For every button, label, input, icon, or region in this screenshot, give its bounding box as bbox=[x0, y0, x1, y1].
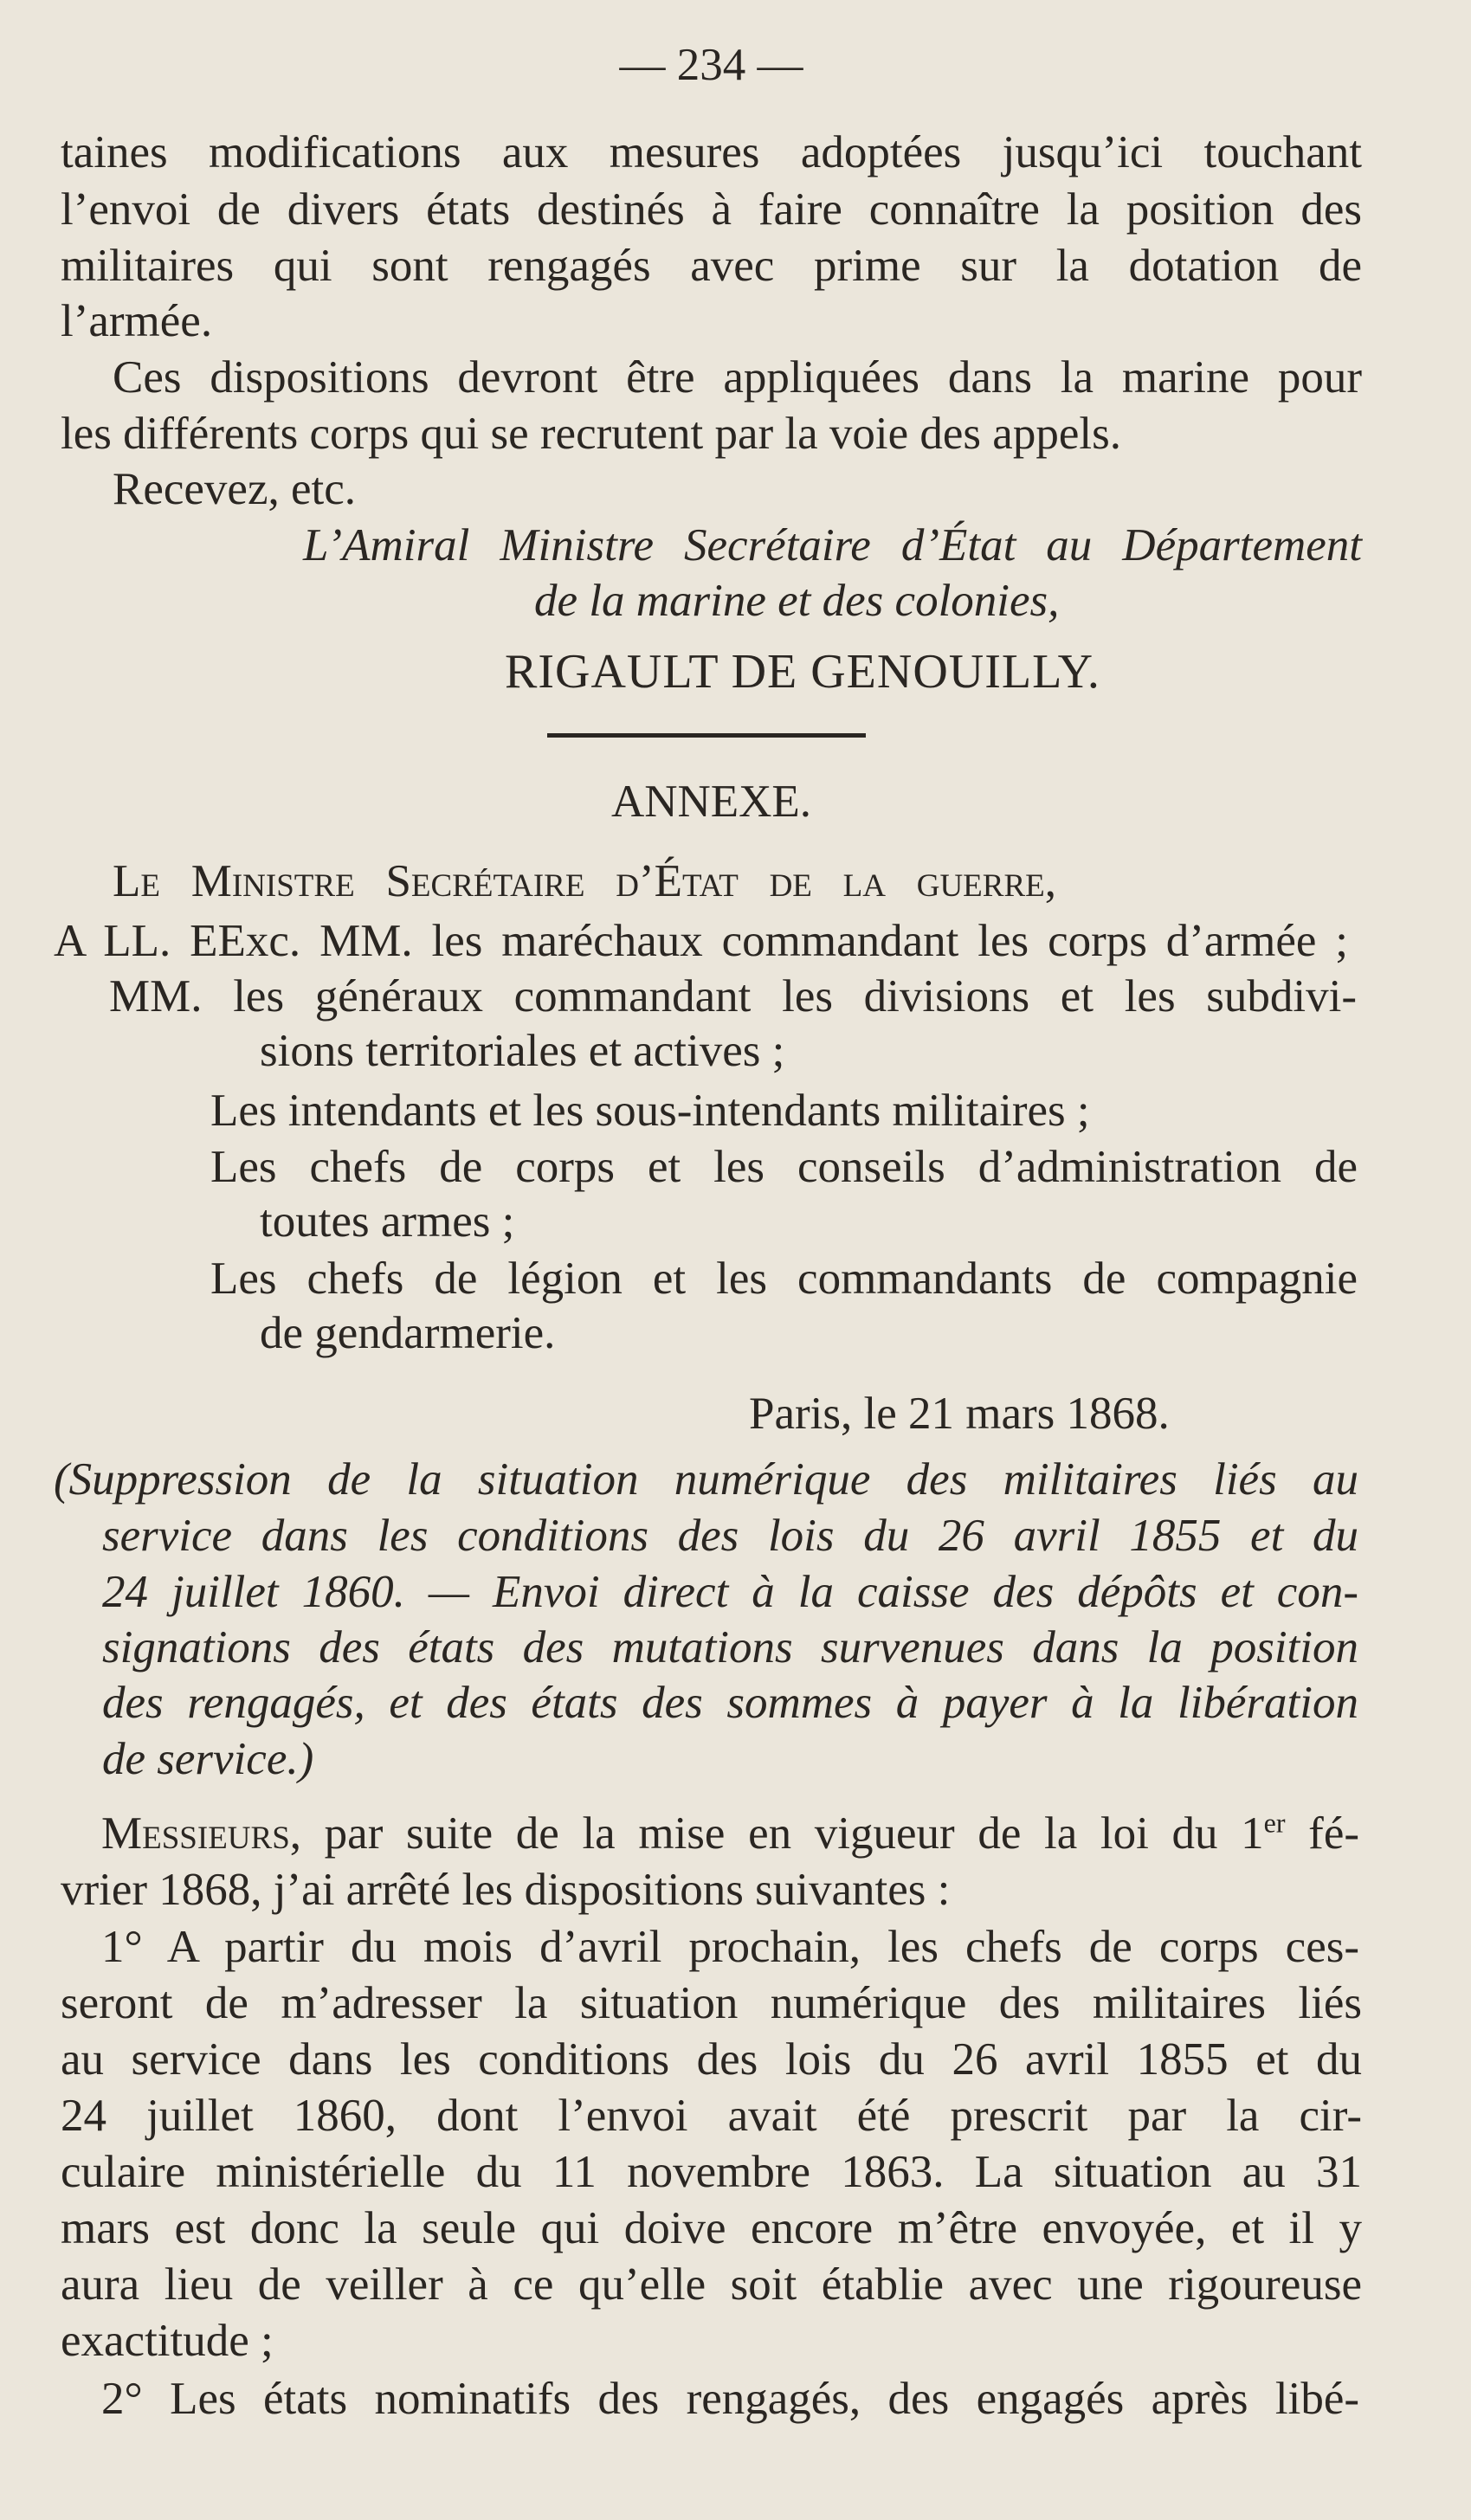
point1-line-1: 1° A partir du mois d’avril prochain, les chefs de corps ces- bbox=[101, 1922, 1359, 1972]
recipient-line-5: Les chefs de corps et les conseils d’administration de bbox=[210, 1142, 1358, 1192]
summary-line-1: (Suppression de la situation numérique des militaires liés au bbox=[54, 1454, 1358, 1505]
summary-line-4: signations des états des mutations survenues dans la position bbox=[102, 1622, 1358, 1672]
intro-line-2: l’envoi de divers états destinés à faire connaître la position des bbox=[61, 184, 1362, 235]
page-number: — 234 — bbox=[619, 40, 803, 90]
place-date: Paris, le 21 mars 1868. bbox=[749, 1389, 1170, 1439]
intro-line-1: taines modifications aux mesures adoptées jusqu’ici touchant bbox=[61, 127, 1362, 177]
point1-line-2: seront de m’adresser la situation numérique des militaires liés bbox=[61, 1978, 1362, 2028]
section-divider bbox=[547, 733, 866, 738]
point1-line-4: 24 juillet 1860, dont l’envoi avait été prescrit par la cir- bbox=[61, 2091, 1362, 2141]
point1-line-8: exactitude ; bbox=[61, 2316, 274, 2366]
para2-line-1: Ces dispositions devront être appliquées dans la marine pour bbox=[113, 352, 1362, 403]
signature-title-line-2: de la marine et des colonies, bbox=[534, 576, 1060, 626]
body-line-1 bbox=[101, 1805, 1359, 1862]
summary-line-6: de service.) bbox=[102, 1734, 314, 1784]
point1-line-6: mars est donc la seule qui doive encore m’être envoyée, et il y bbox=[61, 2203, 1362, 2253]
summary-line-3: 24 juillet 1860. — Envoi direct à la caisse des dépôts et con- bbox=[102, 1567, 1358, 1617]
recipient-line-6: toutes armes ; bbox=[260, 1196, 515, 1247]
recipient-line-3: sions territoriales et actives ; bbox=[260, 1026, 785, 1076]
recipient-line-2: MM. les généraux commandant les divisions et les subdivi- bbox=[109, 971, 1357, 1022]
summary-line-2: service dans les conditions des lois du 26 avril 1855 et du bbox=[102, 1511, 1358, 1561]
summary-line-5: des rengagés, et des états des sommes à payer à la libération bbox=[102, 1678, 1358, 1728]
point1-line-7: aura lieu de veiller à ce qu’elle soit établie avec une rigoureuse bbox=[61, 2259, 1362, 2310]
closing-formula: Recevez, etc. bbox=[113, 464, 356, 514]
intro-line-4: l’armée. bbox=[61, 296, 213, 346]
point1-line-3: au service dans les conditions des lois du 26 avril 1855 et du bbox=[61, 2034, 1362, 2085]
para2-line-2: les différents corps qui se recrutent par la voie des appels. bbox=[61, 409, 1121, 459]
recipient-line-7: Les chefs de légion et les commandants de compagnie bbox=[210, 1254, 1358, 1304]
signature-title-line-1: L’Amiral Ministre Secrétaire d’État au Département bbox=[303, 520, 1362, 570]
annex-sender: Le Ministre Secrétaire d’État de la guerre, bbox=[113, 856, 1056, 906]
body-line-2: vrier 1868, j’ai arrêté les dispositions suivantes : bbox=[61, 1865, 951, 1915]
body-line-1-text: , par suite de la mise en vigueur de la loi du 1 bbox=[289, 1808, 1264, 1859]
body-line-1-end: fé- bbox=[1285, 1808, 1359, 1859]
recipient-line-4: Les intendants et les sous-intendants militaires ; bbox=[210, 1086, 1090, 1136]
signature-name: RIGAULT DE GENOUILLY. bbox=[505, 645, 1100, 699]
recipient-line-8: de gendarmerie. bbox=[260, 1308, 556, 1358]
superscript-er: er bbox=[1263, 1807, 1286, 1839]
recipient-line-1: A LL. EExc. MM. les maréchaux commandant les corps d’armée ; bbox=[54, 916, 1348, 966]
annex-heading: ANNEXE. bbox=[610, 777, 812, 827]
point1-line-5: culaire ministérielle du 11 novembre 1863. La situation au 31 bbox=[61, 2147, 1362, 2197]
salutation: Messieurs bbox=[101, 1808, 290, 1859]
intro-line-3: militaires qui sont rengagés avec prime sur la dotation de bbox=[61, 241, 1362, 291]
point2-line-1: 2° Les états nominatifs des rengagés, des engagés après libé- bbox=[101, 2374, 1359, 2424]
